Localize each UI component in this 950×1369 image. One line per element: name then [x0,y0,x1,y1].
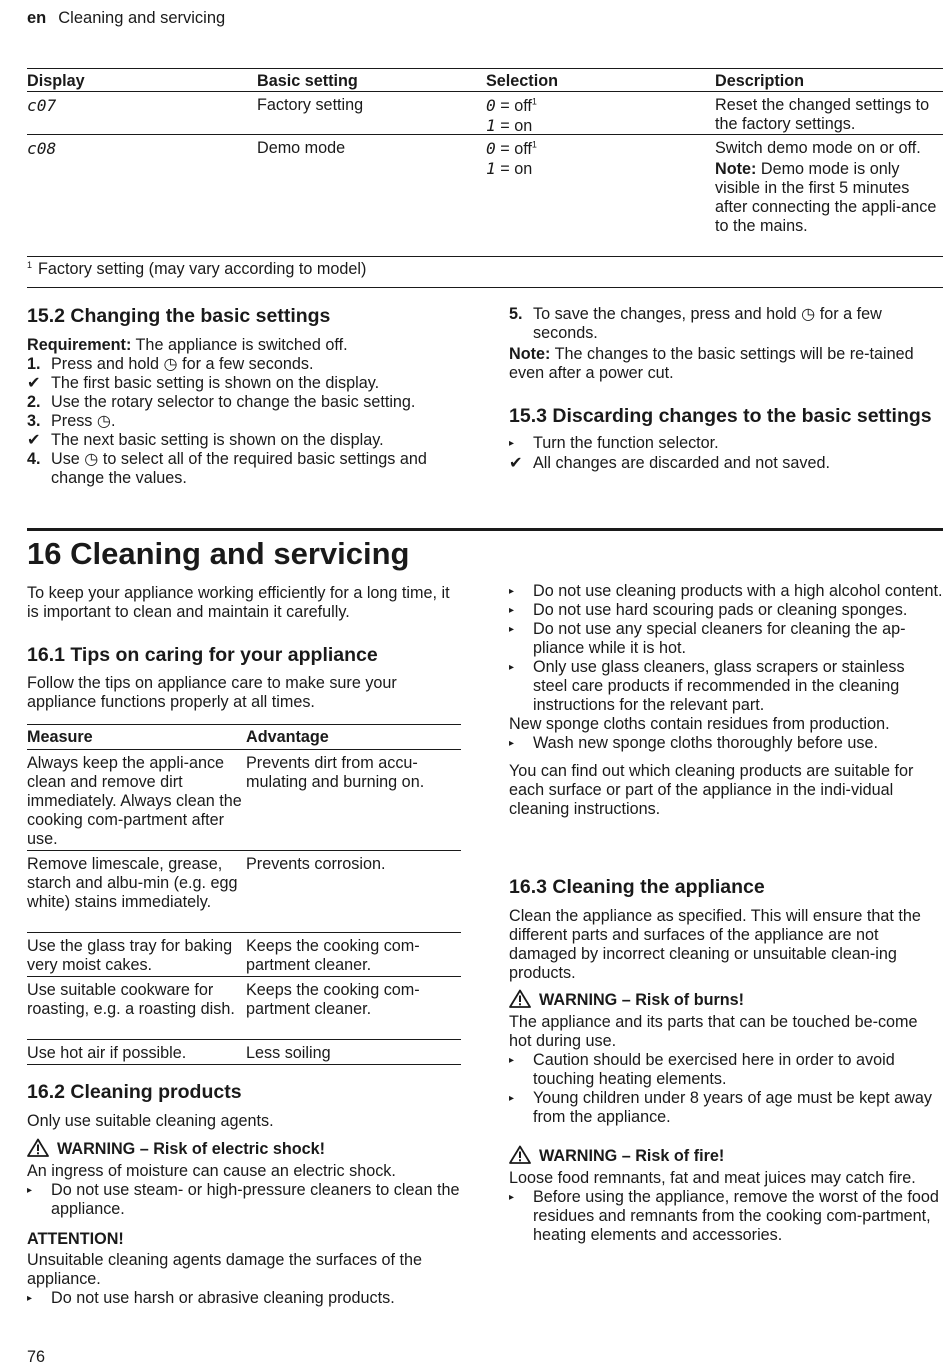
chapter-16-left-column [27,584,463,712]
footnote-ref: 1 [531,139,537,150]
table-row [27,750,461,851]
measure: Use hot air if possible. [27,1044,187,1062]
result-text: All changes are discarded and not saved. [533,454,830,472]
warning-action [509,1188,943,1245]
warning-text: The appliance and its parts that can be touched be-come hot during use. [509,1013,918,1050]
step-item [27,355,457,374]
section-intro: Only use suitable cleaning agents. [27,1112,274,1130]
advantage: Prevents dirt from accu-mulating and burning on. [246,754,425,791]
col-header-display: Display [27,72,85,90]
warning-title: WARNING – Risk of fire! [539,1147,725,1165]
step-item [509,305,941,343]
table-row [27,135,943,257]
warning-heading [509,989,943,1013]
selection [486,139,715,256]
chapter-16 [27,537,927,571]
care-tips-table [27,724,461,1065]
display-code: c07 [27,96,57,115]
chapter-rule [27,528,943,531]
col-header-basic-setting: Basic setting [257,72,358,90]
action-text: Young children under 8 years of age must be kept away from the appliance. [533,1089,932,1126]
description-note [715,160,943,236]
care-tips-table-header [27,724,461,750]
section-15-2 [27,305,457,488]
step-number: 4. [27,450,41,468]
triangle-bullet-icon: ▸ [509,605,515,616]
section-heading: 15.3 Discarding changes to the basic settings [509,405,932,427]
action-text: Before using the appliance, remove the worst of the food residues and remnants from the cooking com-partment, heating elements and accessories. [533,1188,939,1244]
footnote-ref: 1 [531,96,537,107]
check-icon: ✔ [27,374,41,392]
advantage: Keeps the cooking com-partment cleaner. [246,981,420,1018]
attention-action [27,1289,463,1308]
lcd-value: 0 [486,139,496,158]
note-text: Demo mode is only visible in the first 5 minutes after connecting the appli-ance to the mains. [715,160,937,235]
selection-off: = off [495,140,532,158]
table-row [27,92,943,135]
requirement [27,336,457,355]
selection-off: = off [495,97,532,115]
page-number: 76 [27,1348,46,1366]
description [715,139,943,256]
description-text: Switch demo mode on or off. [715,139,921,157]
selection-on: = on [495,117,533,135]
warning-text: Loose food remnants, fat and meat juices may catch fire. [509,1169,916,1187]
warning-title: WARNING – Risk of electric shock! [57,1140,326,1158]
result-item [27,431,457,450]
measure: Use suitable cookware for roasting, e.g. a roasting dish. [27,981,235,1018]
cleaning-products-outro: You can find out which cleaning products are suitable for each surface or part of the appliance in the indi-vidual cleaning instructions. [509,762,914,818]
basic-setting: Demo mode [257,139,346,157]
warning-title: WARNING – Risk of burns! [539,991,745,1009]
lcd-value: 1 [486,116,496,135]
measure: Use the glass tray for baking very moist cakes. [27,937,233,974]
list-item [509,601,943,620]
language-code: en [27,9,47,27]
table-row [27,851,461,933]
warning-action [509,1089,943,1127]
requirement-text: The appliance is switched off. [131,336,348,354]
triangle-bullet-icon: ▸ [509,586,515,597]
selection [486,96,715,134]
step-number: 3. [27,412,41,430]
result-item [27,374,457,393]
step-text: Use ◷ to select all of the required basic settings and change the values. [51,450,427,487]
basic-setting: Factory setting [257,96,364,114]
footnote-mark: 1 [27,259,33,270]
table-row [27,977,461,1040]
chapter-title: 16 Cleaning and servicing [27,536,410,571]
measure: Remove limescale, grease, starch and albu-min (e.g. egg white) stains immediately. [27,855,238,911]
triangle-bullet-icon: ▸ [509,1192,515,1203]
col-header-description: Description [715,72,805,90]
warning-action [27,1181,463,1219]
warning-action [509,1051,943,1089]
section-intro: Clean the appliance as specified. This will ensure that the different parts and surfaces of the appliance are not damaged by incorrect cleaning or unsuitable clean-ing products. [509,907,921,982]
step-number: 1. [27,355,41,373]
list-text: Do not use any special cleaners for cleaning the ap-pliance while it is hot. [533,620,906,657]
lcd-value: 0 [486,96,496,115]
section-15-2-continued [509,305,941,473]
action-item [509,434,941,453]
triangle-bullet-icon: ▸ [27,1293,33,1304]
section-heading: 15.2 Changing the basic settings [27,305,331,327]
section-16-2 [27,1081,463,1308]
list-text: Do not use hard scouring pads or cleaning sponges. [533,601,908,619]
step-text: To save the changes, press and hold ◷ for a few seconds. [533,305,882,342]
warning-heading [27,1138,463,1162]
triangle-bullet-icon: ▸ [509,662,515,673]
col-header-measure: Measure [27,727,93,746]
note-text: The changes to the basic settings will be re-tained even after a power cut. [509,345,914,382]
list-text: Only use glass cleaners, glass scrapers or stainless steel care products if recommended in the cleaning instructions for the relevant part. [533,658,905,714]
result-text: The next basic setting is shown on the display. [51,431,384,449]
triangle-bullet-icon: ▸ [509,438,515,449]
action-text: Do not use steam- or high-pressure cleaners to clean the appliance. [51,1181,460,1218]
header-title: Cleaning and servicing [58,9,226,27]
list-item [509,620,943,658]
triangle-bullet-icon: ▸ [509,738,515,749]
attention-title: ATTENTION! [27,1230,124,1248]
step-text: Press ◷. [51,412,116,430]
list-text: Wash new sponge cloths thoroughly before use. [533,734,878,752]
note-label: Note: [715,160,757,178]
section-16-2-continued [509,582,943,819]
footnote-text: Factory setting (may vary according to model) [38,260,367,278]
list-text: Do not use cleaning products with a high alcohol content. [533,582,943,600]
table-row [27,1040,461,1065]
section-heading: 16.2 Cleaning products [27,1081,242,1103]
result-item [509,454,941,473]
warning-triangle-icon [509,1145,531,1169]
action-text: Turn the function selector. [533,434,719,452]
section-intro: Follow the tips on appliance care to make sure your appliance functions properly at all times. [27,674,397,711]
list-item [509,734,943,753]
check-icon: ✔ [27,431,41,449]
settings-table [27,68,943,288]
check-icon: ✔ [509,454,523,472]
warning-triangle-icon [27,1138,49,1162]
lcd-value: 1 [486,159,496,178]
triangle-bullet-icon: ▸ [509,624,515,635]
step-text: Press and hold ◷ for a few seconds. [51,355,314,373]
section-heading: 16.1 Tips on caring for your appliance [27,644,378,666]
list-item [509,582,943,601]
running-header [27,9,225,28]
step-text: Use the rotary selector to change the basic setting. [51,393,416,411]
step-item [27,412,457,431]
selection-on: = on [495,160,533,178]
step-number: 5. [509,305,523,323]
section-heading: 16.3 Cleaning the appliance [509,876,765,898]
chapter-intro: To keep your appliance working efficiently for a long time, it is important to clean and maintain it carefully. [27,584,450,621]
action-text: Caution should be exercised here in order to avoid touching heating elements. [533,1051,895,1088]
warning-text: An ingress of moisture can cause an electric shock. [27,1162,396,1180]
warning-heading [509,1145,943,1169]
action-text: Do not use harsh or abrasive cleaning products. [51,1289,395,1307]
section-16-3 [509,876,943,1245]
note [509,345,941,383]
col-header-selection: Selection [486,72,558,90]
sponge-text: New sponge cloths contain residues from production. [509,715,890,733]
warning-triangle-icon [509,989,531,1013]
result-text: The first basic setting is shown on the display. [51,374,380,392]
advantage: Less soiling [246,1044,331,1062]
table-row [27,933,461,977]
note-label: Note: [509,345,551,363]
attention-text: Unsuitable cleaning agents damage the surfaces of the appliance. [27,1251,423,1288]
triangle-bullet-icon: ▸ [509,1055,515,1066]
settings-table-header [27,68,943,92]
step-item [27,393,457,412]
col-header-advantage: Advantage [246,727,329,746]
table-footnote [27,257,943,288]
triangle-bullet-icon: ▸ [509,1093,515,1104]
triangle-bullet-icon: ▸ [27,1185,33,1196]
display-code: c08 [27,139,57,158]
advantage: Prevents corrosion. [246,855,386,873]
step-number: 2. [27,393,41,411]
advantage: Keeps the cooking com-partment cleaner. [246,937,420,974]
list-item [509,658,943,715]
requirement-label: Requirement: [27,336,132,354]
description: Reset the changed settings to the factory settings. [715,96,930,133]
measure: Always keep the appli-ance clean and remove dirt immediately. Always clean the cooking com-partment after use. [27,754,242,848]
step-item [27,450,457,488]
